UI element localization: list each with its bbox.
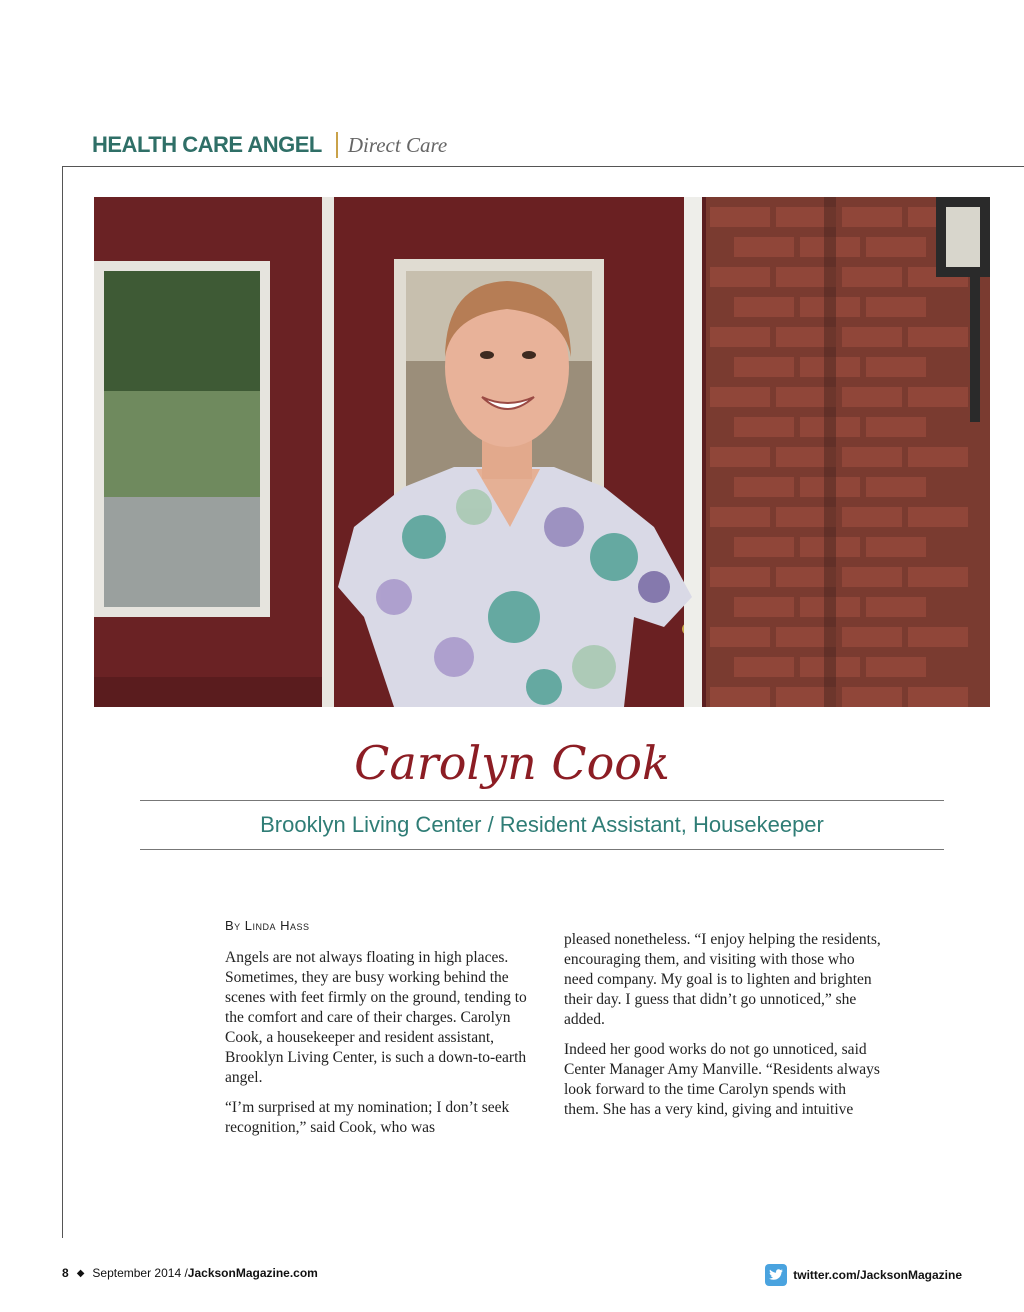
website-link[interactable]: JacksonMagazine.com xyxy=(187,1266,318,1280)
subject-subtitle: Brooklyn Living Center / Resident Assistant, Housekeeper xyxy=(260,812,824,837)
twitter-link[interactable] xyxy=(765,1264,962,1286)
subtitle-rule xyxy=(140,849,944,850)
page-frame-left xyxy=(62,166,63,1238)
issue-date: September 2014 / xyxy=(92,1266,188,1280)
section-subtitle: Direct Care xyxy=(347,132,448,157)
twitter-icon xyxy=(765,1264,787,1286)
section-title: HEALTH CARE ANGEL xyxy=(92,132,322,157)
portrait-photo xyxy=(94,197,990,707)
twitter-handle: twitter.com/JacksonMagazine xyxy=(793,1268,962,1282)
page-footer xyxy=(62,1266,318,1280)
article-column-1 xyxy=(225,916,545,1148)
subject-name: Carolyn Cook xyxy=(354,736,670,790)
paragraph: Angels are not always floating in high places. Sometimes, they are busy working behind the scenes with feet firmly on the ground, tending to the comfort and care of their charges. Carolyn Cook, a housekeeper and resident assistant, Brooklyn Living Center, is such a down-to-earth angel. xyxy=(225,949,527,1086)
diamond-icon: ◆ xyxy=(76,1267,85,1279)
page-number: 8 xyxy=(62,1266,69,1280)
section-divider xyxy=(336,132,338,158)
page-frame-top xyxy=(62,166,1024,167)
section-header xyxy=(92,128,447,162)
name-rule xyxy=(140,800,944,801)
paragraph: “I’m surprised at my nomination; I don’t seek recognition,” said Cook, who was xyxy=(225,1099,510,1136)
byline: By Linda Hass xyxy=(225,918,310,933)
paragraph: pleased nonetheless. “I enjoy helping the residents, encouraging them, and visiting with those who need company. My goal is to lighten and brighten their day. I guess that didn’t go unnoticed,” she added. xyxy=(564,931,881,1028)
article-column-2 xyxy=(564,930,884,1130)
paragraph: Indeed her good works do not go unnoticed, said Center Manager Amy Manville. “Residents always look forward to the time Carolyn spends with them. She has a very kind, giving and intuitive xyxy=(564,1041,880,1118)
